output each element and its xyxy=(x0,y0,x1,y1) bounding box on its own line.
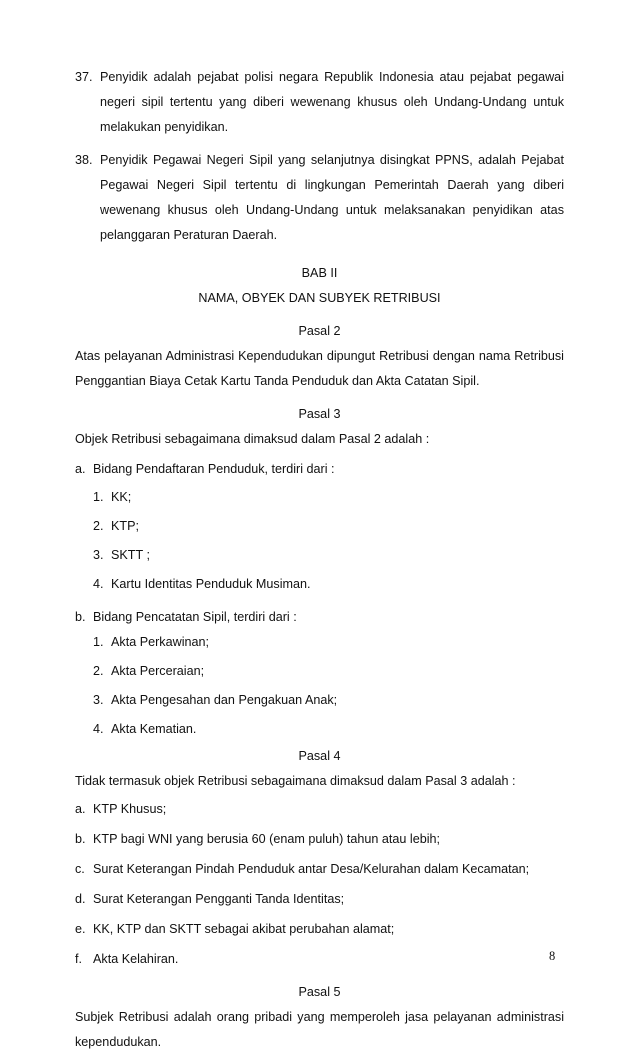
pasal-3-heading: Pasal 3 xyxy=(298,407,341,421)
object-group-a xyxy=(75,457,564,482)
list-marker: a. xyxy=(75,802,86,816)
list-item-text: Surat Keterangan Pindah Penduduk antar Desa/Kelurahan dalam Kecamatan; xyxy=(93,862,530,876)
list-item-text: SKTT ; xyxy=(111,548,150,562)
list-marker: 3. xyxy=(93,693,104,707)
list-item xyxy=(75,917,564,942)
object-group-b-items xyxy=(93,630,564,742)
list-item xyxy=(93,688,564,713)
list-item-text: Kartu Identitas Penduduk Musiman. xyxy=(111,577,311,591)
list-item-text: KTP Khusus; xyxy=(93,802,167,816)
list-marker: a. xyxy=(75,462,86,476)
list-item xyxy=(93,659,564,684)
list-item-text: Akta Pengesahan dan Pengakuan Anak; xyxy=(111,693,338,707)
list-marker: d. xyxy=(75,892,86,906)
pasal-4-list xyxy=(75,797,564,972)
list-marker: e. xyxy=(75,922,86,936)
list-item-text: KK, KTP dan SKTT sebagai akibat perubahan alamat; xyxy=(93,922,395,936)
list-item xyxy=(93,543,564,568)
list-item-text: Akta Perkawinan; xyxy=(111,635,210,649)
pasal-3-intro: Objek Retribusi sebagaimana dimaksud dalam Pasal 2 adalah : xyxy=(75,432,430,446)
list-marker: b. xyxy=(75,832,86,846)
list-item-text: KTP; xyxy=(111,519,139,533)
list-marker: 4. xyxy=(93,577,104,591)
definition-number: 37. xyxy=(75,70,93,84)
list-marker: 4. xyxy=(93,722,104,736)
list-marker: 2. xyxy=(93,664,104,678)
list-marker: f. xyxy=(75,952,82,966)
group-label: Bidang Pencatatan Sipil, terdiri dari : xyxy=(93,610,297,624)
pasal-4-heading: Pasal 4 xyxy=(298,749,341,763)
list-item-text: KTP bagi WNI yang berusia 60 (enam puluh) tahun atau lebih; xyxy=(93,832,441,846)
page-content xyxy=(75,65,564,1055)
list-marker: c. xyxy=(75,862,85,876)
list-item xyxy=(75,887,564,912)
object-group-b xyxy=(75,605,564,630)
pasal-2-heading: Pasal 2 xyxy=(298,324,341,338)
definition-38 xyxy=(75,148,564,248)
page-number: 8 xyxy=(549,949,556,963)
chapter-label: BAB II xyxy=(301,266,338,280)
list-marker: 3. xyxy=(93,548,104,562)
list-item-text: Surat Keterangan Pengganti Tanda Identitas; xyxy=(93,892,345,906)
list-item-text: KK; xyxy=(111,490,132,504)
pasal-4-intro: Tidak termasuk objek Retribusi sebagaimana dimaksud dalam Pasal 3 adalah : xyxy=(75,774,516,788)
list-item xyxy=(75,797,564,822)
list-marker: 1. xyxy=(93,635,104,649)
list-item xyxy=(93,485,564,510)
list-marker: b. xyxy=(75,610,86,624)
list-item xyxy=(93,630,564,655)
group-label: Bidang Pendaftaran Penduduk, terdiri dari : xyxy=(93,462,335,476)
pasal-5-text: Subjek Retribusi adalah orang pribadi yang memperoleh jasa pelayanan administrasi kependudukan. xyxy=(75,1010,564,1049)
definition-text: Penyidik Pegawai Negeri Sipil yang selanjutnya disingkat PPNS, adalah Pejabat Pegawai Negeri Sipil tertentu di lingkungan Pemerintah Daerah yang diberi wewenang khusus oleh Undang-Undang untuk melaksanakan penyidikan atas pelanggaran Peraturan Daerah. xyxy=(100,153,564,242)
chapter-title: NAMA, OBYEK DAN SUBYEK RETRIBUSI xyxy=(198,291,441,305)
list-item xyxy=(93,717,564,742)
pasal-5-heading: Pasal 5 xyxy=(298,985,341,999)
list-item xyxy=(75,947,564,972)
list-item xyxy=(75,827,564,852)
list-item-text: Akta Perceraian; xyxy=(111,664,205,678)
definition-number: 38. xyxy=(75,153,93,167)
object-group-a-items xyxy=(93,485,564,597)
list-item xyxy=(75,857,564,882)
list-marker: 2. xyxy=(93,519,104,533)
list-item-text: Akta Kematian. xyxy=(111,722,197,736)
list-item xyxy=(93,514,564,539)
pasal-2-text: Atas pelayanan Administrasi Kependudukan dipungut Retribusi dengan nama Retribusi Penggantian Biaya Cetak Kartu Tanda Penduduk dan Akta Catatan Sipil. xyxy=(75,349,564,388)
list-marker: 1. xyxy=(93,490,104,504)
definition-37 xyxy=(75,65,564,140)
list-item-text: Akta Kelahiran. xyxy=(93,952,179,966)
definition-text: Penyidik adalah pejabat polisi negara Republik Indonesia atau pejabat pegawai negeri sipil tertentu yang diberi wewenang khusus oleh Undang-Undang untuk melakukan penyidikan. xyxy=(100,70,564,134)
list-item xyxy=(93,572,564,597)
